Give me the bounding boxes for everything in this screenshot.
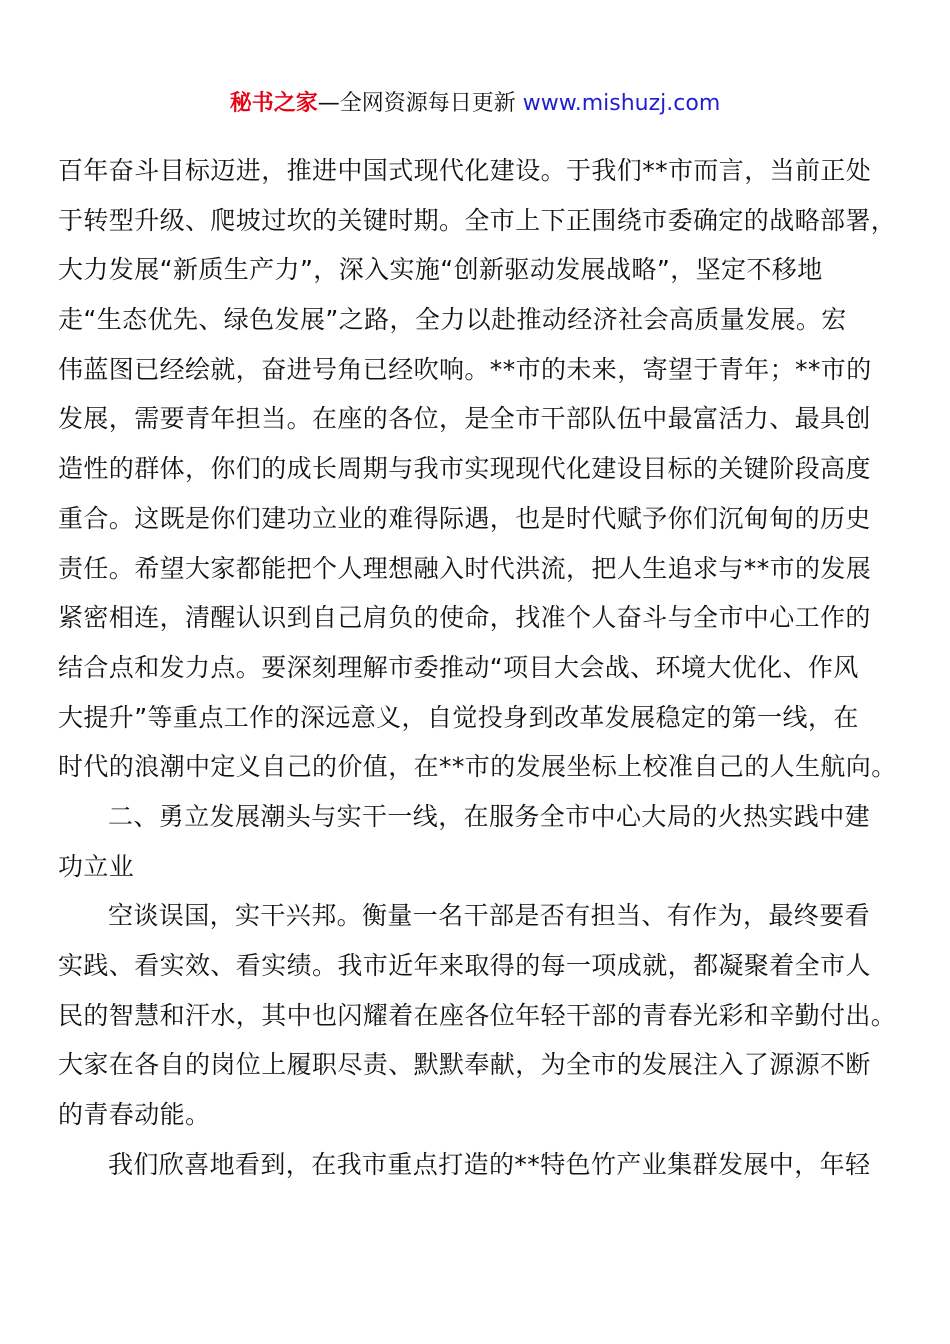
text-line: 于转型升级、爬坡过坎的关键时期。全市上下正围绕市委确定的战略部署，	[58, 205, 897, 235]
document-body	[58, 146, 897, 1189]
text-line: 大力发展“新质生产力”，深入实施“创新驱动发展战略”，坚定不移地	[58, 255, 823, 285]
text-line: 的青春动能。	[58, 1100, 211, 1130]
text-line: 紧密相连，清醒认识到自己肩负的使命，找准个人奋斗与全市中心工作的	[58, 603, 871, 633]
text-line: 责任。希望大家都能把个人理想融入时代洪流，把人生追求与**市的发展	[58, 553, 872, 583]
section-heading: 二、勇立发展潮头与实干一线，在服务全市中心大局的火热实践中建	[108, 801, 871, 831]
text-line: 大提升”等重点工作的深远意义，自觉投身到改革发展稳定的第一线，在	[58, 702, 859, 732]
text-line: 结合点和发力点。要深刻理解市委推动“项目大会战、环境大优化、作风	[58, 652, 859, 682]
site-url-link[interactable]: www.mishuzj.com	[522, 91, 721, 116]
text-line: 我们欣喜地看到，在我市重点打造的**特色竹产业集群发展中，年轻	[108, 1149, 871, 1179]
text-line: 大家在各自的岗位上履职尽责、默默奉献，为全市的发展注入了源源不断	[58, 1050, 871, 1080]
text-line: 实践、看实效、看实绩。我市近年来取得的每一项成就，都凝聚着全市人	[58, 951, 871, 980]
text-line: 发展，需要青年担当。在座的各位，是全市干部队伍中最富活力、最具创	[58, 404, 871, 434]
text-line: 重合。这既是你们建功立业的难得际遇，也是时代赋予你们沉甸甸的历史	[58, 503, 871, 533]
text-line: 时代的浪潮中定义自己的价值，在**市的发展坐标上校准自己的人生航向。	[58, 752, 897, 782]
header-tagline: —全网资源每日更新	[317, 91, 523, 116]
text-line: 走“生态优先、绿色发展”之路，全力以赴推动经济社会高质量发展。宏	[58, 305, 847, 335]
site-header	[0, 88, 950, 120]
text-line: 空谈误国，实干兴邦。衡量一名干部是否有担当、有作为，最终要看	[108, 901, 871, 931]
brand-name: 秘书之家	[229, 91, 318, 116]
text-line: 造性的群体，你们的成长周期与我市实现现代化建设目标的关键阶段高度	[58, 454, 871, 484]
text-line: 伟蓝图已经绘就，奋进号角已经吹响。**市的未来，寄望于青年；**市的	[58, 354, 872, 384]
text-line: 民的智慧和汗水，其中也闪耀着在座各位年轻干部的青春光彩和辛勤付出。	[58, 1000, 897, 1030]
text-line: 百年奋斗目标迈进，推进中国式现代化建设。于我们**市而言，当前正处	[58, 156, 872, 185]
section-heading-continued: 功立业	[58, 851, 135, 881]
